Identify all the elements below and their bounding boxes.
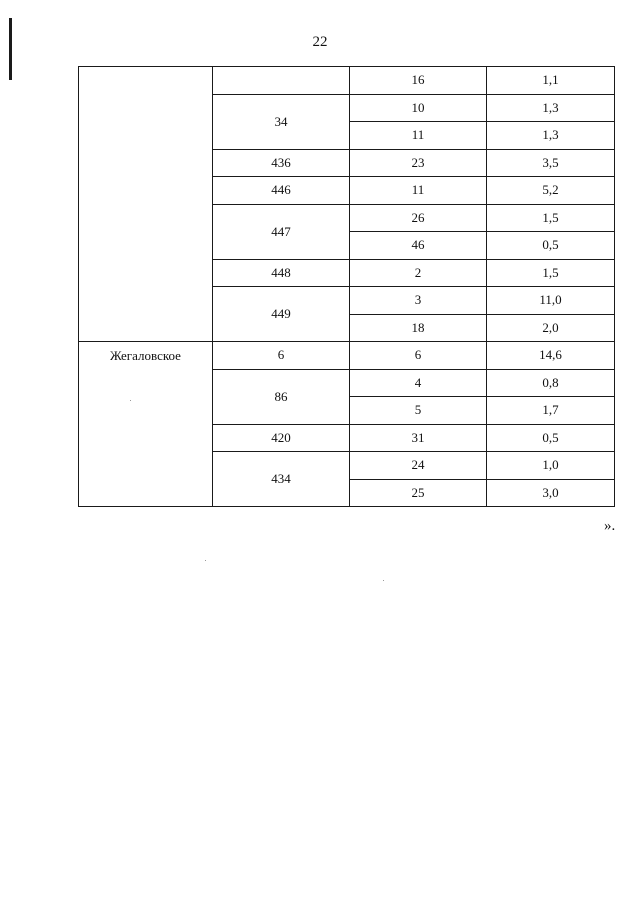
plot-number-cell: 34	[213, 94, 350, 149]
area-value-cell: 1,5	[487, 204, 615, 232]
subplot-number-cell: 18	[350, 314, 487, 342]
area-value-cell: 0,5	[487, 424, 615, 452]
subplot-number-cell: 26	[350, 204, 487, 232]
area-value-cell: 3,0	[487, 479, 615, 507]
area-value-cell: 11,0	[487, 287, 615, 315]
subplot-number-cell: 5	[350, 397, 487, 425]
plot-number-cell: 449	[213, 287, 350, 342]
table-row	[79, 342, 615, 370]
scan-speck	[205, 560, 206, 561]
subplot-number-cell: 4	[350, 369, 487, 397]
page-number: 22	[312, 34, 328, 50]
area-value-cell: 5,2	[487, 177, 615, 205]
plot-number-cell: 6	[213, 342, 350, 370]
plot-number-cell	[213, 67, 350, 95]
subplot-number-cell: 6	[350, 342, 487, 370]
subplot-number-cell: 2	[350, 259, 487, 287]
data-table	[78, 66, 615, 507]
subplot-number-cell: 3	[350, 287, 487, 315]
subplot-number-cell: 11	[350, 177, 487, 205]
table-body	[79, 67, 615, 507]
area-value-cell: 1,3	[487, 122, 615, 150]
closing-quote-mark: ».	[604, 518, 616, 534]
plot-number-cell: 420	[213, 424, 350, 452]
table-row	[79, 67, 615, 95]
area-value-cell: 0,5	[487, 232, 615, 260]
plot-number-cell: 446	[213, 177, 350, 205]
plot-number-cell: 447	[213, 204, 350, 259]
subplot-number-cell: 16	[350, 67, 487, 95]
area-value-cell: 14,6	[487, 342, 615, 370]
area-value-cell: 1,5	[487, 259, 615, 287]
area-value-cell: 1,7	[487, 397, 615, 425]
plot-number-cell: 448	[213, 259, 350, 287]
scan-speck	[383, 580, 384, 581]
area-value-cell: 2,0	[487, 314, 615, 342]
plot-number-cell: 86	[213, 369, 350, 424]
area-name-cell	[79, 67, 213, 342]
area-value-cell: 1,3	[487, 94, 615, 122]
subplot-number-cell: 11	[350, 122, 487, 150]
area-value-cell: 1,1	[487, 67, 615, 95]
area-value-cell: 3,5	[487, 149, 615, 177]
area-name-cell: Жегаловское	[79, 342, 213, 507]
plot-number-cell: 434	[213, 452, 350, 507]
subplot-number-cell: 25	[350, 479, 487, 507]
area-value-cell: 1,0	[487, 452, 615, 480]
plot-number-cell: 436	[213, 149, 350, 177]
subplot-number-cell: 24	[350, 452, 487, 480]
scan-speck	[130, 400, 131, 401]
subplot-number-cell: 10	[350, 94, 487, 122]
subplot-number-cell: 23	[350, 149, 487, 177]
area-value-cell: 0,8	[487, 369, 615, 397]
subplot-number-cell: 46	[350, 232, 487, 260]
subplot-number-cell: 31	[350, 424, 487, 452]
